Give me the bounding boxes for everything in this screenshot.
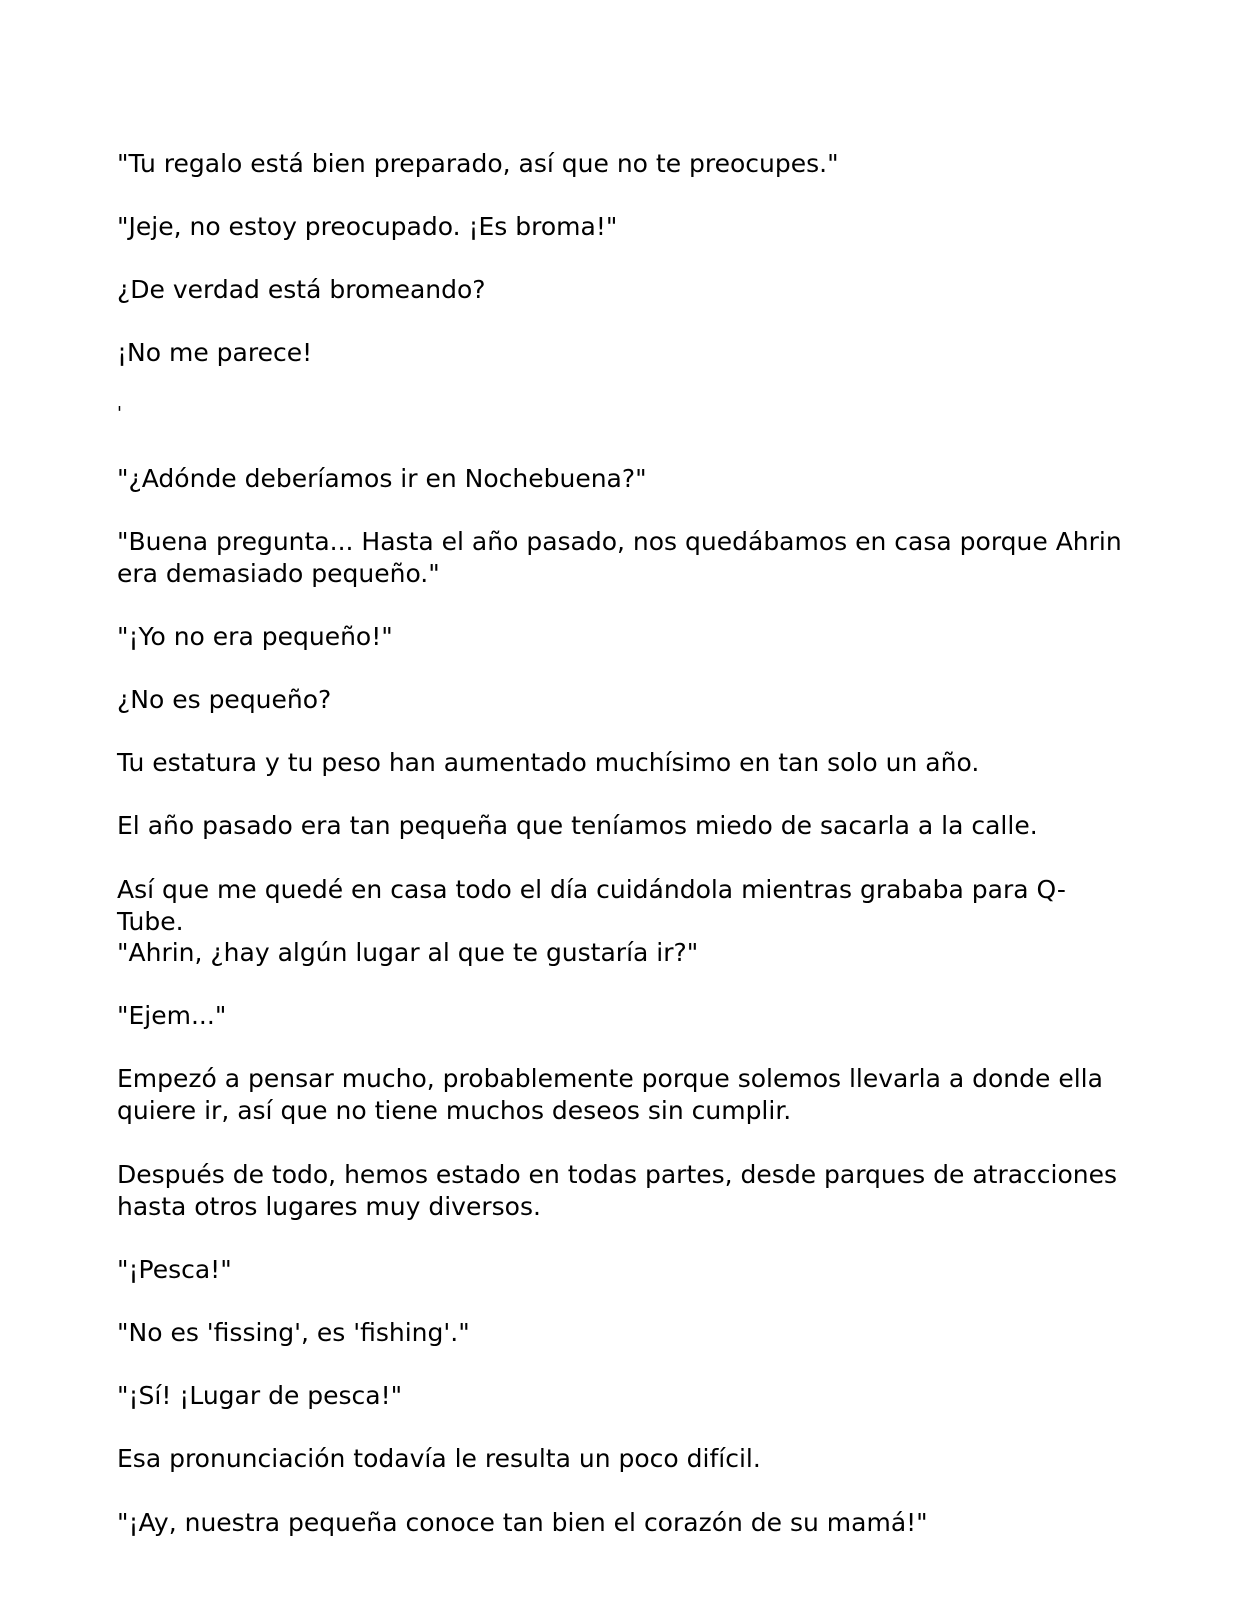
paragraph-14: Empezó a pensar mucho, probablemente porque solemos llevarla a donde ella quiere ir, así que no tiene muchos deseos sin cumplir. <box>117 1064 1103 1125</box>
paragraph-18: "¡Sí! ¡Lugar de pesca!" <box>117 1381 403 1410</box>
paragraph-3: ¿De verdad está bromeando? <box>117 275 486 304</box>
paragraph-17: "No es 'fissing', es 'fishing'." <box>117 1318 470 1347</box>
paragraph-4: ¡No me parece! <box>117 338 313 367</box>
paragraph-15: Después de todo, hemos estado en todas partes, desde parques de atracciones hasta otros lugares muy diversos. <box>117 1160 1118 1221</box>
paragraph-13: "Ejem..." <box>117 1001 227 1030</box>
paragraph-11: Así que me quedé en casa todo el día cuidándola mientras grababa para Q-Tube. <box>117 875 1066 936</box>
stray-mark: ' <box>117 403 122 424</box>
paragraph-2: "Jeje, no estoy preocupado. ¡Es broma!" <box>117 212 618 241</box>
paragraph-10: El año pasado era tan pequeña que teníamos miedo de sacarla a la calle. <box>117 811 1038 840</box>
paragraph-20: "¡Ay, nuestra pequeña conoce tan bien el corazón de su mamá!" <box>117 1508 928 1537</box>
paragraph-7: "¡Yo no era pequeño!" <box>117 622 393 651</box>
paragraph-5: "¿Adónde deberíamos ir en Nochebuena?" <box>117 464 647 493</box>
paragraph-12: "Ahrin, ¿hay algún lugar al que te gustaría ir?" <box>117 938 699 967</box>
paragraph-16: "¡Pesca!" <box>117 1255 232 1284</box>
paragraph-9: Tu estatura y tu peso han aumentado muchísimo en tan solo un año. <box>117 748 980 777</box>
paragraph-19: Esa pronunciación todavía le resulta un poco difícil. <box>117 1444 761 1473</box>
paragraph-1: "Tu regalo está bien preparado, así que no te preocupes." <box>117 149 839 178</box>
paragraph-8: ¿No es pequeño? <box>117 685 332 714</box>
paragraph-6: "Buena pregunta... Hasta el año pasado, nos quedábamos en casa porque Ahrin era demasiado pequeño." <box>117 527 1122 588</box>
